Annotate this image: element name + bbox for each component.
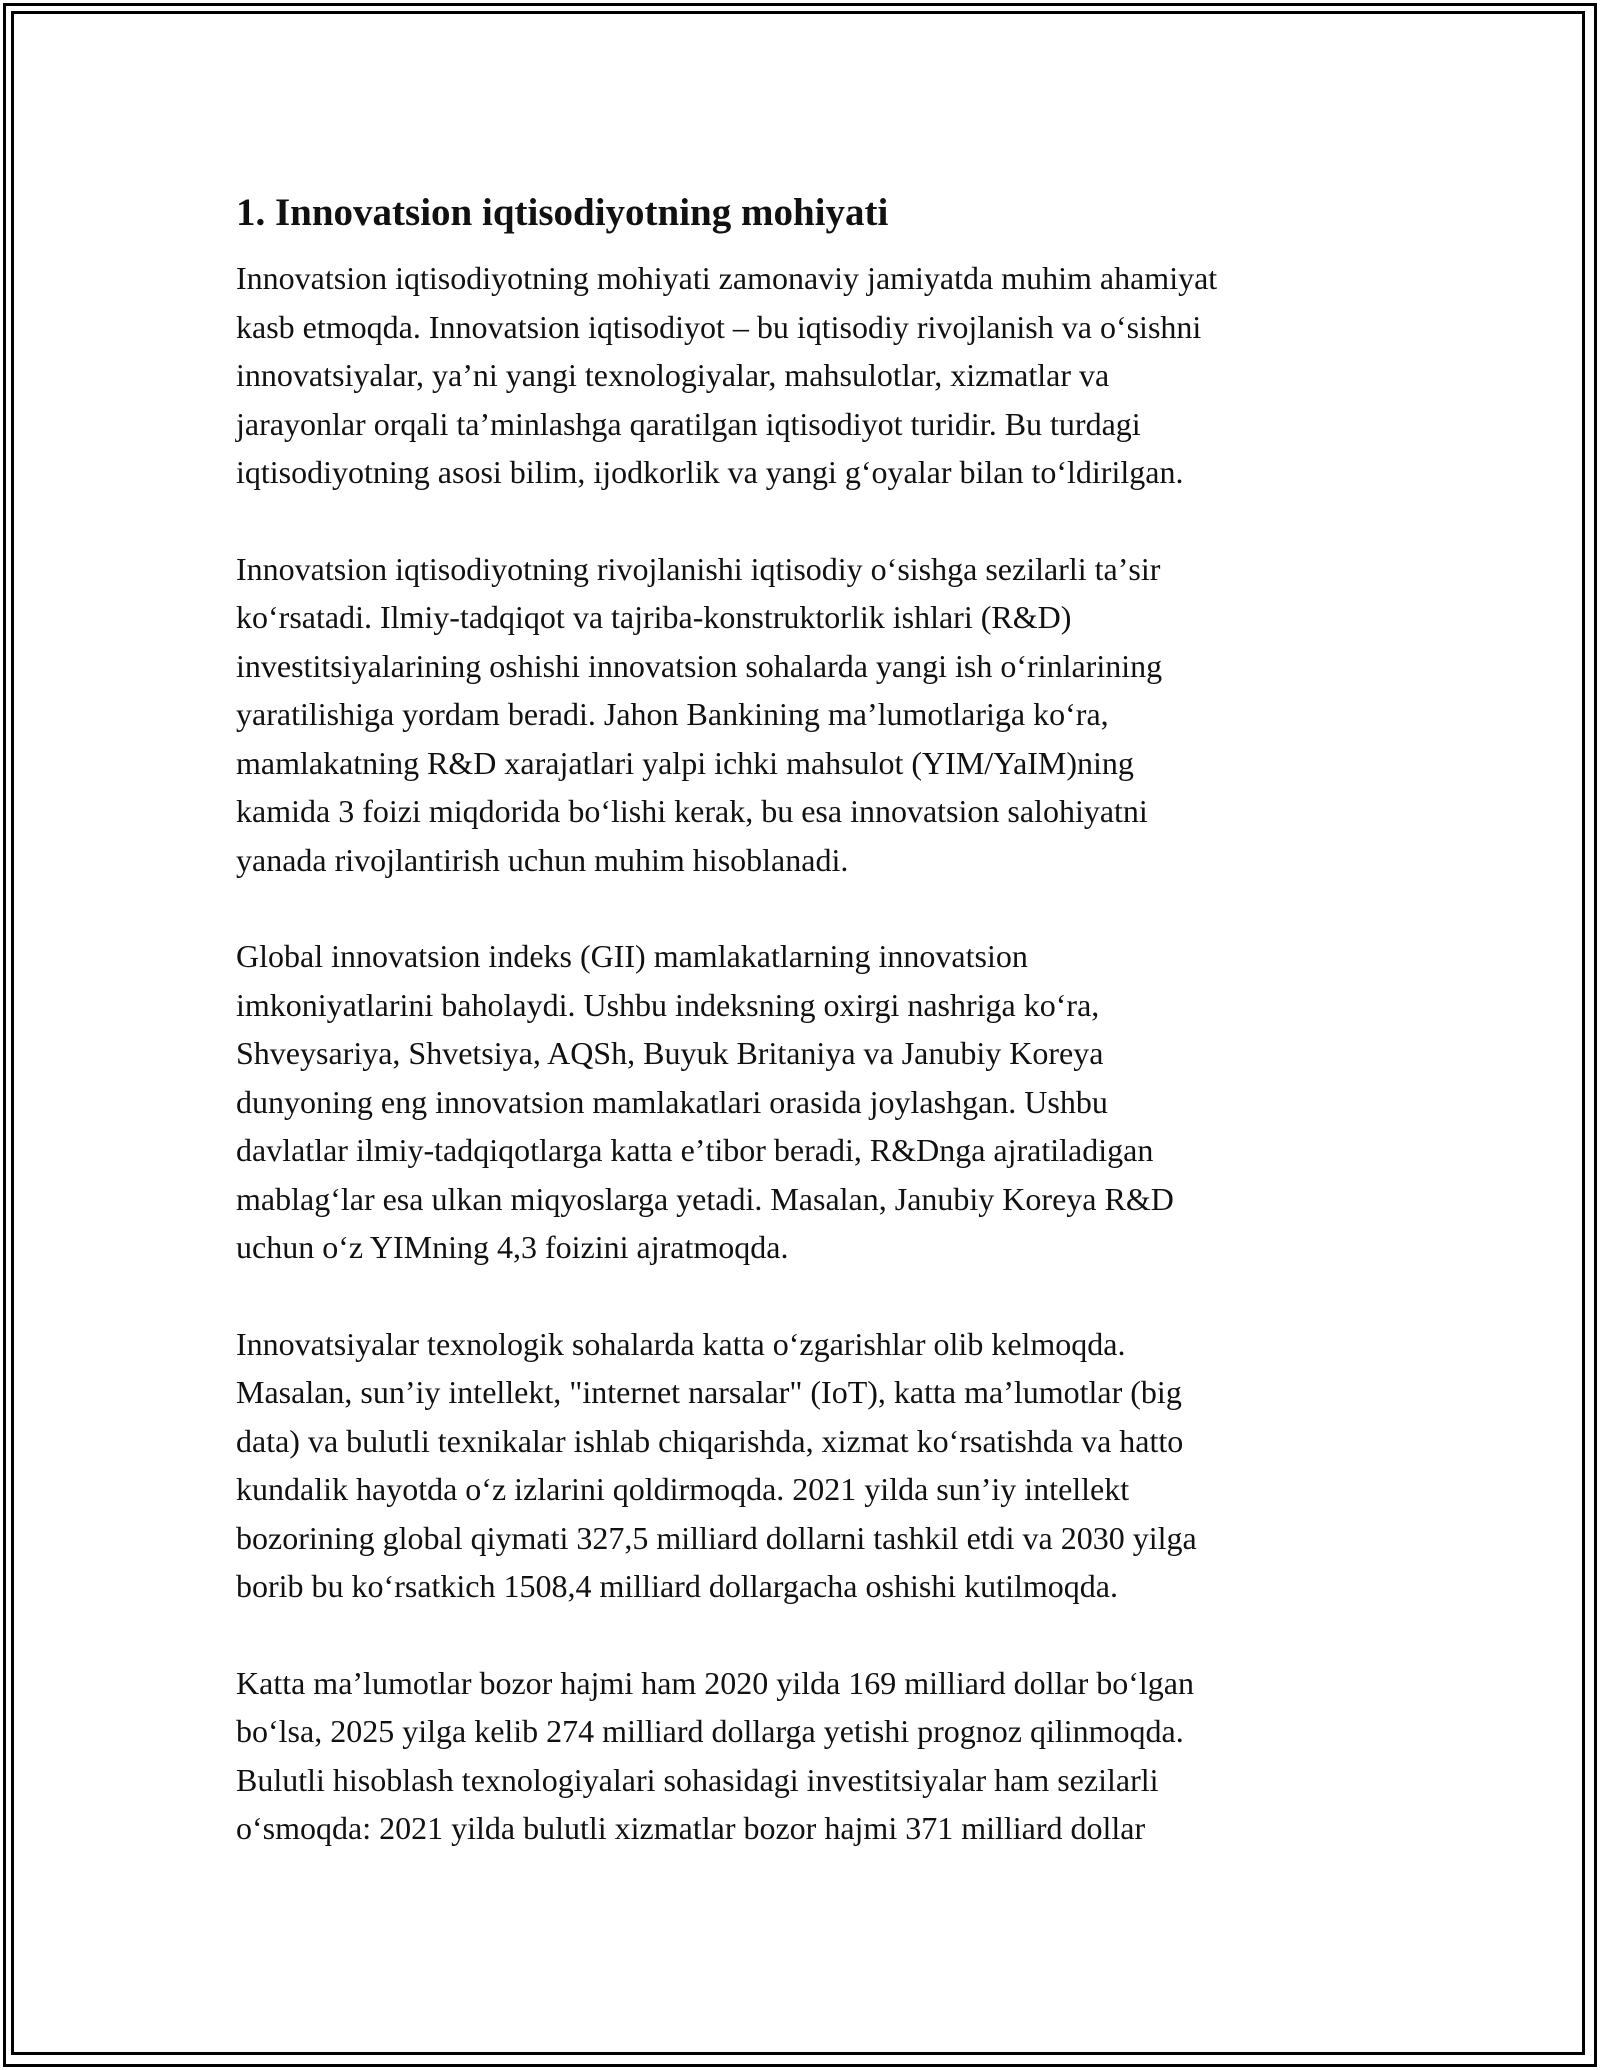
line: Masalan, sunʼiy intellekt, "internet narsalar" (IoT), katta maʼlumotlar (big [236, 1374, 1182, 1410]
line: mablagʻlar esa ulkan miqyoslarga yetadi. Masalan, Janubiy Koreya R&D [236, 1180, 1174, 1217]
line: yanada rivojlantirish uchun muhim hisoblanadi. [236, 841, 849, 878]
paragraph-2 [236, 545, 1386, 885]
line: mamlakatning R&D xarajatlari yalpi ichki mahsulot (YIM/YaIM)ning [236, 744, 1134, 781]
line: innovatsiyalar, yaʼni yangi texnologiyalar, mahsulotlar, xizmatlar va [236, 357, 1110, 393]
paragraph-4 [236, 1320, 1386, 1611]
line: boʻlsa, 2025 yilga kelib 274 milliard dollarga yetishi prognoz qilinmoqda. [236, 1713, 1184, 1749]
line: Katta maʼlumotlar bozor hajmi ham 2020 yilda 169 milliard dollar boʻlgan [236, 1664, 1194, 1701]
line: Global innovatsion indeks (GII) mamlakatlarning innovatsion [236, 938, 1028, 974]
line: jarayonlar orqali taʼminlashga qaratilgan iqtisodiyot turidir. Bu turdagi [236, 405, 1141, 442]
line: koʻrsatadi. Ilmiy-tadqiqot va tajriba-konstruktorlik ishlari (R&D) [236, 599, 1072, 635]
line: investitsiyalarining oshishi innovatsion sohalarda yangi ish oʻrinlarining [236, 647, 1163, 684]
line: uchun oʻz YIMning 4,3 foizini ajratmoqda. [236, 1229, 789, 1265]
document-body [236, 186, 1386, 1901]
line: dunyoning eng innovatsion mamlakatlari orasida joylashgan. Ushbu [236, 1083, 1108, 1120]
line: borib bu koʻrsatkich 1508,4 milliard dollargacha oshishi kutilmoqda. [236, 1568, 1118, 1604]
line: Innovatsion iqtisodiyotning rivojlanishi iqtisodiy oʻsishga sezilarli taʼsir [236, 550, 1161, 587]
line: imkoniyatlarini baholaydi. Ushbu indeksning oxirgi nashriga koʻra, [236, 986, 1100, 1023]
line: davlatlar ilmiy-tadqiqotlarga katta eʼtibor beradi, R&Dnga ajratiladigan [236, 1132, 1154, 1168]
section-heading: 1. Innovatsion iqtisodiyotning mohiyati [236, 191, 889, 234]
line: iqtisodiyotning asosi bilim, ijodkorlik va yangi gʻoyalar bilan toʻldirilgan. [236, 454, 1184, 490]
paragraph-3 [236, 932, 1386, 1272]
line: Shveysariya, Shvetsiya, AQSh, Buyuk Britaniya va Janubiy Koreya [236, 1035, 1104, 1071]
line: kasb etmoqda. Innovatsion iqtisodiyot – bu iqtisodiy rivojlanish va oʻsishni [236, 308, 1202, 345]
line: kundalik hayotda oʻz izlarini qoldirmoqda. 2021 yilda sunʼiy intellekt [236, 1471, 1130, 1507]
paragraph-1 [236, 254, 1386, 497]
line: Innovatsiyalar texnologik sohalarda katta oʻzgarishlar olib kelmoqda. [236, 1325, 1126, 1362]
line: Bulutli hisoblash texnologiyalari sohasidagi investitsiyalar ham sezilarli [236, 1761, 1159, 1798]
line: bozorining global qiymati 327,5 milliard dollarni tashkil etdi va 2030 yilga [236, 1519, 1197, 1556]
line: Innovatsion iqtisodiyotning mohiyati zamonaviy jamiyatda muhim ahamiyat [236, 260, 1218, 296]
line: oʻsmoqda: 2021 yilda bulutli xizmatlar bozor hajmi 371 milliard dollar [236, 1810, 1146, 1846]
paragraph-5 [236, 1659, 1386, 1853]
line: data) va bulutli texnikalar ishlab chiqarishda, xizmat koʻrsatishda va hatto [236, 1422, 1184, 1459]
line: yaratilishiga yordam beradi. Jahon Bankining maʼlumotlariga koʻra, [236, 696, 1109, 732]
line: kamida 3 foizi miqdorida boʻlishi kerak, bu esa innovatsion salohiyatni [236, 793, 1148, 829]
